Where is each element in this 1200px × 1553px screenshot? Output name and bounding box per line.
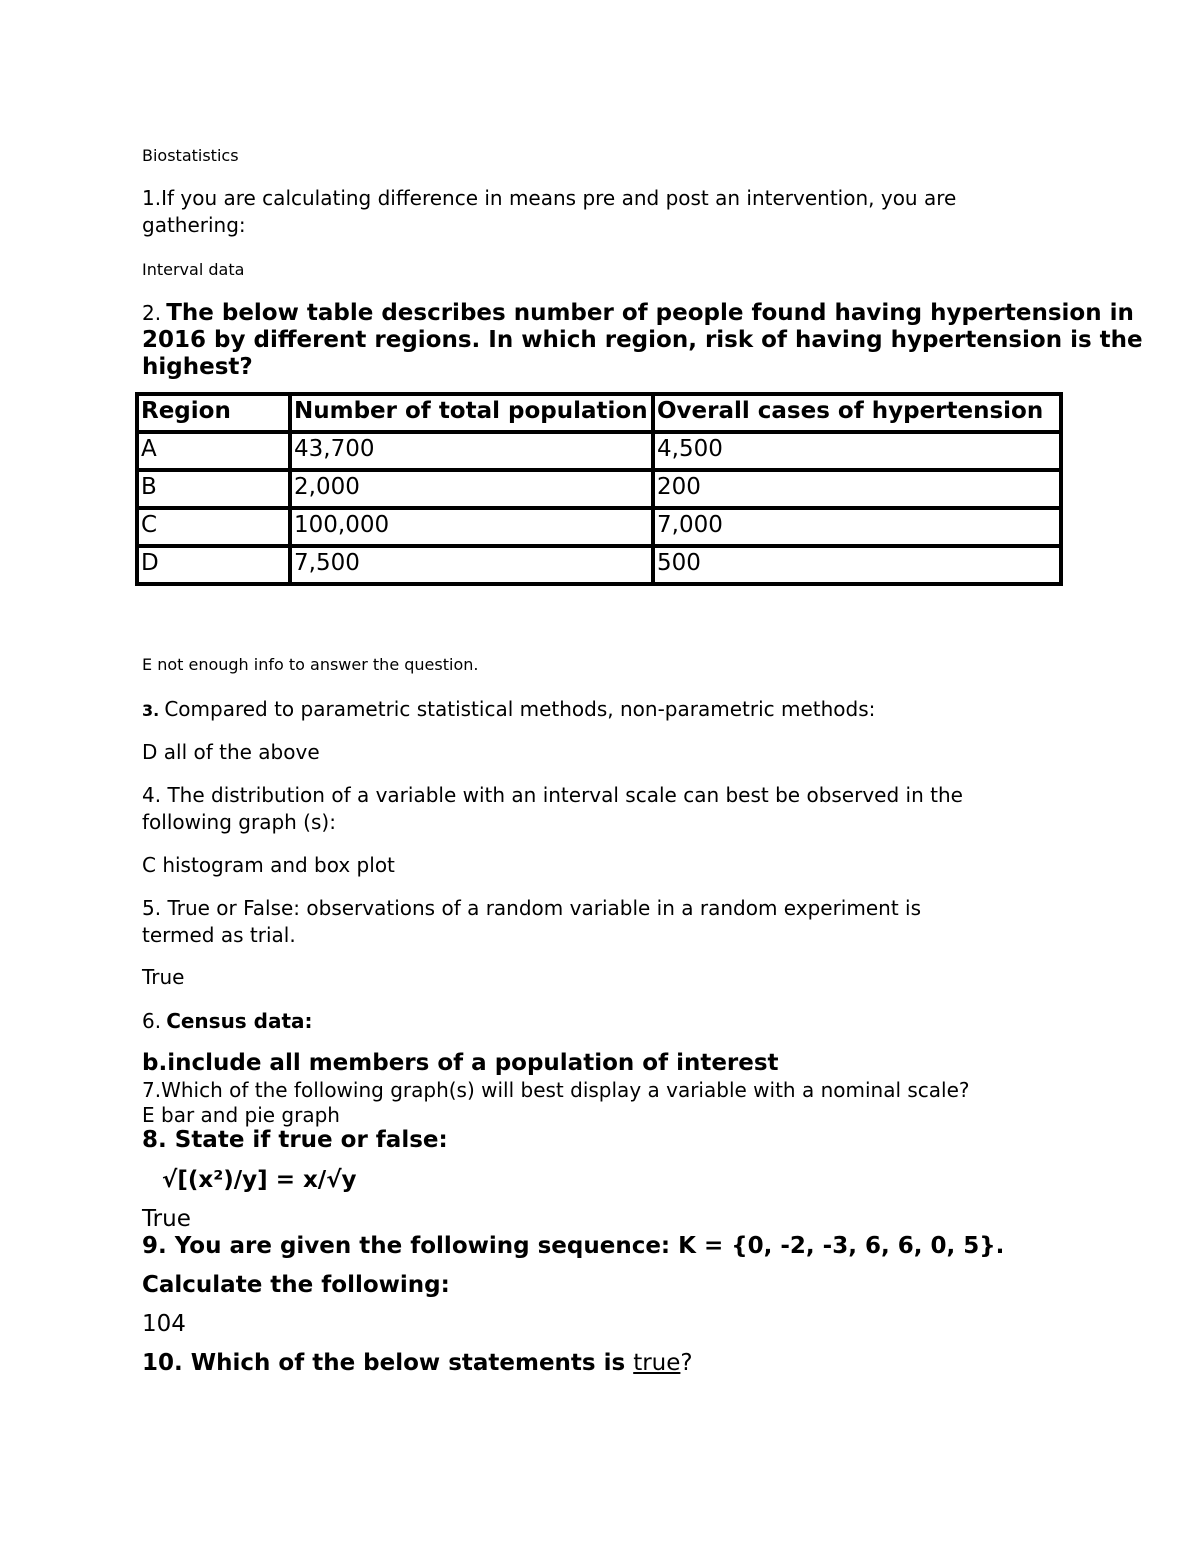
table-cell: C bbox=[137, 508, 290, 546]
answer-8: True bbox=[142, 1206, 191, 1232]
question-10-text-after: ? bbox=[680, 1350, 693, 1376]
question-6-text: Census data: bbox=[166, 1009, 313, 1033]
table-header-cell: Number of total population bbox=[290, 394, 653, 432]
question-9-prompt: Calculate the following: bbox=[142, 1272, 450, 1298]
answer-1: Interval data bbox=[142, 260, 245, 279]
answer-2: E not enough info to answer the question. bbox=[142, 655, 479, 674]
question-2-line-1 bbox=[142, 300, 1134, 327]
table-row bbox=[137, 470, 1061, 508]
question-1-line-1: 1.If you are calculating difference in means pre and post an intervention, you are bbox=[142, 186, 957, 210]
table-cell: B bbox=[137, 470, 290, 508]
question-3-text: Compared to parametric statistical methods, non-parametric methods: bbox=[164, 697, 876, 721]
document-title: Biostatistics bbox=[142, 146, 239, 165]
table-cell: A bbox=[137, 432, 290, 470]
question-8-formula: √[(x²)/y] = x/√y bbox=[162, 1167, 357, 1193]
table-cell: 500 bbox=[653, 546, 1061, 584]
table-row bbox=[137, 432, 1061, 470]
question-4-line-1: 4. The distribution of a variable with an interval scale can best be observed in the bbox=[142, 783, 963, 807]
table-cell: 43,700 bbox=[290, 432, 653, 470]
table-cell: 4,500 bbox=[653, 432, 1061, 470]
table-cell: 2,000 bbox=[290, 470, 653, 508]
table-cell: 7,000 bbox=[653, 508, 1061, 546]
table-row bbox=[137, 508, 1061, 546]
question-1-line-2: gathering: bbox=[142, 213, 246, 237]
question-6 bbox=[142, 1008, 313, 1035]
question-2-line-3: highest? bbox=[142, 354, 253, 380]
question-10 bbox=[142, 1350, 693, 1377]
question-10-text-before: 10. Which of the below statements is bbox=[142, 1350, 634, 1376]
table-header-cell: Region bbox=[137, 394, 290, 432]
answer-6: b.include all members of a population of interest bbox=[142, 1050, 779, 1076]
question-3 bbox=[142, 696, 875, 723]
answer-7: E bar and pie graph bbox=[142, 1103, 340, 1127]
answer-3: D all of the above bbox=[142, 740, 320, 764]
question-5-line-2: termed as trial. bbox=[142, 923, 296, 947]
answer-5: True bbox=[142, 965, 185, 989]
question-10-underlined-word: true bbox=[633, 1350, 681, 1376]
question-9: 9. You are given the following sequence: K = {0, -2, -3, 6, 6, 0, 5}. bbox=[142, 1233, 1005, 1259]
question-3-number: 3. bbox=[142, 701, 160, 720]
question-5-line-1: 5. True or False: observations of a random variable in a random experiment is bbox=[142, 896, 922, 920]
question-4-line-2: following graph (s): bbox=[142, 810, 336, 834]
question-6-number: 6. bbox=[142, 1009, 162, 1033]
question-7: 7.Which of the following graph(s) will best display a variable with a nominal scale? bbox=[142, 1078, 970, 1102]
table-row bbox=[137, 546, 1061, 584]
table-header-cell: Overall cases of hypertension bbox=[653, 394, 1061, 432]
question-2-line-2: 2016 by different regions. In which region, risk of having hypertension is the bbox=[142, 327, 1143, 353]
table-cell: 100,000 bbox=[290, 508, 653, 546]
table-header-row bbox=[137, 394, 1061, 432]
table-cell: D bbox=[137, 546, 290, 584]
answer-4: C histogram and box plot bbox=[142, 853, 395, 877]
question-2-number: 2. bbox=[142, 301, 162, 325]
question-2-text: The below table describes number of people found having hypertension in bbox=[166, 300, 1134, 326]
question-8: 8. State if true or false: bbox=[142, 1127, 448, 1153]
answer-9: 104 bbox=[142, 1311, 186, 1337]
hypertension-table bbox=[135, 392, 1063, 586]
table-cell: 200 bbox=[653, 470, 1061, 508]
table-cell: 7,500 bbox=[290, 546, 653, 584]
